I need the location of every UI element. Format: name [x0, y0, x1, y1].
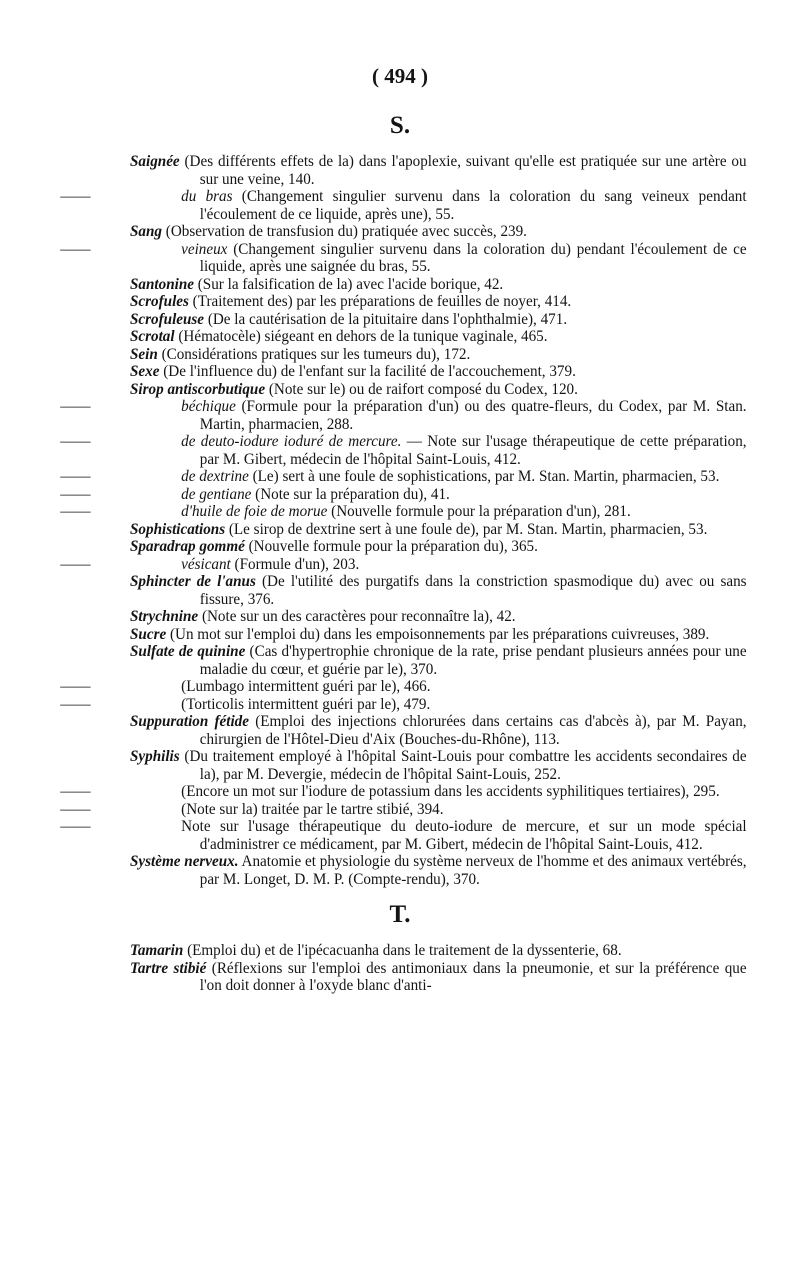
entry-text: (Réflexions sur l'emploi des antimoniaux dans la pneumonie, et sur la préférence que l'on doit donner à l'oxyde blanc d'anti-	[199, 957, 747, 994]
ditto-dash: ——	[60, 431, 91, 450]
index-entry	[130, 310, 747, 328]
entry-heading: Scrotal	[130, 326, 175, 345]
entry-heading: Tamarin	[130, 940, 184, 959]
entry-heading: Scrofuleuse	[130, 308, 205, 328]
entry-text: (Du traitement employé à l'hôpital Saint-Louis pour combattre les accidents secondaires de la), par M. Devergie, médecin de l'hôpital Saint-Louis, 252.	[179, 746, 747, 783]
entry-text: (Changement singulier survenu dans la coloration du) pendant l'écoulement de ce liquide, après une saignée du bras, 55.	[199, 238, 747, 275]
index-subentry	[60, 238, 747, 275]
entry-heading: de gentiane	[181, 483, 252, 503]
index-subentry	[60, 501, 747, 520]
index-entry	[130, 625, 747, 643]
ditto-dash: ——	[60, 396, 91, 415]
entry-text: (Lumbago intermittent guéri par le), 466.	[181, 676, 431, 695]
index-subentry	[60, 186, 747, 223]
section-letter-s: S.	[389, 112, 411, 139]
entry-heading: Sphincter de l'anus	[130, 571, 256, 590]
index-entry	[130, 941, 747, 959]
index-subentry	[60, 483, 747, 503]
entry-heading: de deuto-iodure ioduré de mercure.	[181, 431, 402, 450]
entry-heading: Sang	[130, 221, 162, 240]
entry-text: (Considérations pratiques sur les tumeurs du), 172.	[157, 343, 471, 363]
index-entry	[130, 327, 747, 345]
entry-text: (Note sur le) ou de raifort composé du Codex, 120.	[265, 378, 578, 398]
index-entry	[130, 345, 747, 363]
ditto-dash: ——	[60, 501, 91, 520]
entry-text: (Le) sert à une foule de sophistications, par M. Stan. Martin, pharmacien, 53.	[248, 466, 720, 485]
entry-text: (Un mot sur l'emploi du) dans les empoisonnements par les préparations cuivreuses, 389.	[166, 623, 710, 643]
entry-text: (Des différents effets de la) dans l'apoplexie, suivant qu'elle est pratiquée sur une artère ou sur une veine, 140.	[179, 151, 747, 188]
entry-text: (Cas d'hypertrophie chronique de la rate, prise pendant plusieurs années pour une maladie du cœur, et guérie par le), 370.	[199, 641, 747, 678]
entry-heading: Syphilis	[130, 746, 180, 765]
index-entry	[130, 380, 747, 398]
entry-heading: Strychnine	[130, 606, 199, 625]
entry-heading: de dextrine	[181, 466, 249, 485]
entry-heading: Saignée	[130, 151, 180, 170]
entry-text: (Observation de transfusion du) pratiquée avec succès, 239.	[161, 221, 527, 240]
entry-text: (Le sirop de dextrine sert à une foule de), par M. Stan. Martin, pharmacien, 53.	[225, 518, 708, 538]
ditto-dash: ——	[60, 816, 91, 835]
index-entry	[130, 152, 747, 187]
section-letter-t: T.	[389, 901, 411, 928]
index-subentry	[60, 798, 747, 818]
index-entry	[130, 959, 747, 994]
index-entry	[130, 712, 747, 747]
entry-heading: du bras	[181, 186, 233, 205]
ditto-dash: ——	[60, 693, 91, 713]
index-subentry	[60, 676, 747, 695]
index-entry	[130, 607, 747, 625]
entry-heading: Tartre stibié	[130, 957, 207, 977]
entry-text: (Traitement des) par les préparations de feuilles de noyer, 414.	[188, 291, 572, 310]
entry-heading: Scrofules	[130, 291, 189, 310]
index-entry	[130, 747, 747, 782]
entry-text: (Formule pour la préparation d'un) ou des quatre-fleurs, du Codex, par M. Stan. Martin, pharmacien, 288.	[199, 396, 747, 433]
entry-heading: Sparadrap gommé	[130, 536, 245, 555]
entry-heading: veineux	[181, 238, 228, 258]
index-entry	[130, 222, 747, 240]
entry-text: (Emploi des injections chlorurées dans certains cas d'abcès à), par M. Payan, chirurgien de l'Hôtel-Dieu d'Aix (Bouches-du-Rhône), 113.	[199, 711, 747, 748]
index-entry	[130, 537, 747, 555]
entry-text: — Note sur l'usage thérapeutique de cette préparation, par M. Gibert, médecin de l'hôpital Saint-Louis, 412.	[199, 431, 747, 468]
ditto-dash: ——	[60, 798, 91, 818]
section-s-entries	[60, 151, 747, 888]
entry-text: (Formule d'un), 203.	[230, 553, 360, 573]
ditto-dash: ——	[60, 466, 91, 485]
ditto-dash: ——	[60, 781, 91, 800]
index-entry	[130, 852, 747, 887]
entry-text: (De la cautérisation de la pituitaire dans l'ophthalmie), 471.	[204, 308, 568, 328]
section-t-entries	[130, 940, 747, 994]
index-subentry	[60, 466, 747, 485]
ditto-dash: ——	[60, 483, 91, 503]
index-subentry	[60, 396, 747, 433]
ditto-dash: ——	[60, 553, 91, 573]
entry-text: (Emploi du) et de l'ipécacuanha dans le traitement de la dyssenterie, 68.	[183, 940, 622, 959]
entry-heading: Suppuration fétide	[130, 711, 249, 730]
entry-text: (Note sur la) traitée par le tartre stibié, 394.	[181, 798, 444, 818]
index-entry	[130, 275, 747, 293]
entry-text: (Encore un mot sur l'iodure de potassium dans les accidents syphilitiques tertiaires), 295.	[181, 781, 720, 800]
index-entry	[130, 362, 747, 380]
index-subentry	[60, 781, 747, 800]
entry-text: (Hématocèle) siégeant en dehors de la tunique vaginale, 465.	[174, 326, 548, 345]
entry-heading: d'huile de foie de morue	[181, 501, 328, 520]
entry-heading: Sophistications	[130, 518, 226, 538]
ditto-dash: ——	[60, 238, 91, 258]
entry-text: Anatomie et physiologie du système nerveux de l'homme et des animaux vertébrés, par M. Longet, D. M. P. (Compte-rendu), 370.	[199, 851, 747, 888]
index-entry	[130, 292, 747, 310]
entry-text: (Nouvelle formule pour la préparation d'un), 281.	[327, 501, 631, 520]
entry-heading: Sucre	[130, 623, 167, 643]
entry-text: (Torticolis intermittent guéri par le), 479.	[181, 693, 431, 713]
entry-heading: Santonine	[130, 273, 194, 293]
entry-heading: vésicant	[181, 553, 231, 573]
entry-heading: Sein	[130, 343, 158, 363]
entry-text: (De l'influence du) de l'enfant sur la facilité de l'accouchement, 379.	[159, 361, 576, 380]
index-subentry	[60, 816, 747, 853]
entry-text: (Note sur un des caractères pour reconnaître la), 42.	[198, 606, 516, 625]
index-subentry	[60, 693, 747, 713]
index-subentry	[60, 553, 747, 573]
index-entry	[130, 520, 747, 538]
entry-heading: Sirop antiscorbutique	[130, 378, 266, 398]
entry-text: (De l'utilité des purgatifs dans la constriction spasmodique du) avec ou sans fissure, 376.	[199, 571, 747, 608]
entry-heading: Sexe	[130, 361, 160, 380]
index-subentry	[60, 431, 747, 468]
entry-text: Note sur l'usage thérapeutique du deuto-iodure de mercure, et sur un mode spécial d'administrer ce médicament, par M. Gibert, médecin de l'hôpital Saint-Louis, 412.	[181, 816, 747, 853]
ditto-dash: ——	[60, 676, 91, 695]
entry-heading: Sulfate de quinine	[130, 641, 246, 660]
index-entry	[130, 572, 747, 607]
page-number: ( 494 )	[372, 64, 428, 88]
entry-heading: Système nerveux.	[130, 851, 239, 870]
entry-text: (Note sur la préparation du), 41.	[251, 483, 450, 503]
ditto-dash: ——	[60, 186, 91, 205]
entry-heading: béchique	[181, 396, 236, 415]
index-entry	[130, 642, 747, 677]
entry-text: (Changement singulier survenu dans la coloration du sang veineux pendant l'écoulement de ce liquide, après une), 55.	[199, 186, 747, 223]
entry-text: (Nouvelle formule pour la préparation du), 365.	[244, 536, 538, 555]
entry-text: (Sur la falsification de la) avec l'acide borique, 42.	[193, 273, 504, 293]
